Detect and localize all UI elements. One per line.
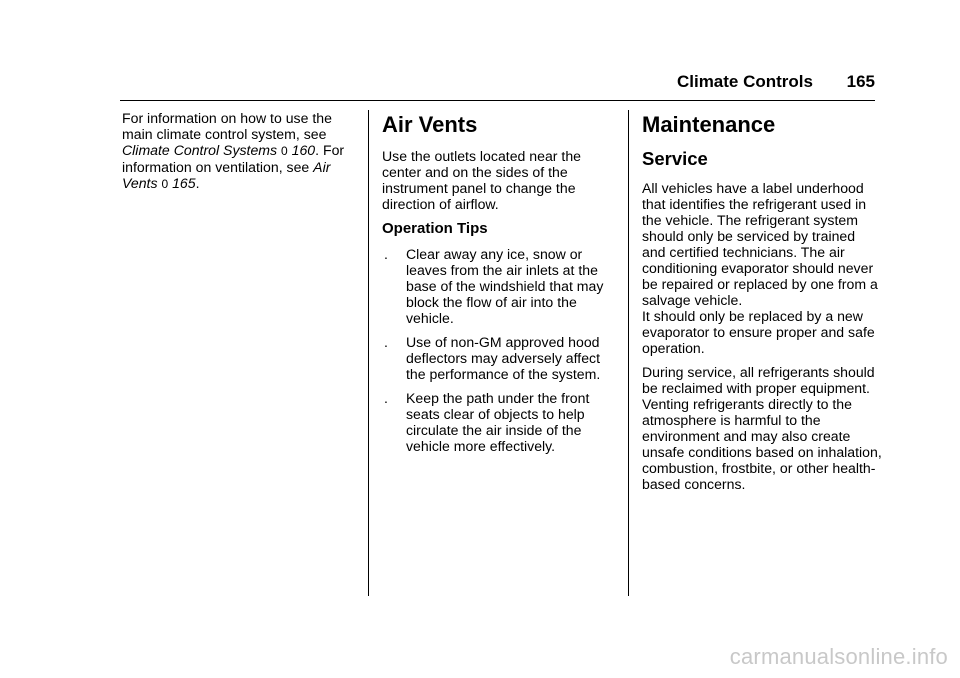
cross-ref-page[interactable]: 165	[172, 175, 196, 191]
column-middle	[382, 110, 612, 462]
intro-paragraph: For information on how to use the main climate control system, see Climate Control Systems 0 160. For information on ventilation, see Air Vents 0 165.	[122, 110, 345, 191]
list-item: . Use of non-GM approved hood deflectors may adversely affect the performance of the system.	[384, 334, 601, 382]
heading-service: Service	[642, 148, 708, 169]
cross-ref-page[interactable]: 160	[291, 142, 316, 158]
section-title: Climate Controls	[676, 72, 813, 91]
page-ref-arrow-icon: 0	[281, 144, 288, 158]
cross-ref-air-vents[interactable]: Air Vents	[122, 159, 331, 191]
column-divider-right	[628, 110, 629, 596]
cross-ref-climate-control-systems[interactable]: Climate Control Systems	[122, 142, 278, 158]
page-header	[120, 70, 875, 101]
service-paragraph-1b: It should only be replaced by a new evaporator to ensure proper and safe operation.	[642, 308, 875, 356]
column-left	[122, 110, 362, 200]
watermark: carmanualsonline.info	[729, 644, 948, 669]
air-vents-paragraph: Use the outlets located near the center and on the sides of the instrument panel to change the direction of airflow.	[382, 148, 582, 212]
heading-air-vents: Air Vents	[382, 112, 478, 137]
page-ref-arrow-icon: 0	[161, 177, 169, 191]
list-item: . Clear away any ice, snow or leaves from the air inlets at the base of the windshield that may block the flow of air into the vehicle.	[384, 246, 604, 326]
operation-tips-list	[382, 246, 612, 454]
column-divider-left	[368, 110, 369, 596]
heading-maintenance: Maintenance	[642, 112, 776, 137]
bullet-marker: .	[384, 246, 388, 262]
heading-operation-tips: Operation Tips	[382, 220, 488, 237]
service-paragraph-2: During service, all refrigerants should be reclaimed with proper equipment. Venting refrigerants directly to the atmosphere is harmful to the environment and may also create unsafe conditions based on inhalation, combustion, frostbite, or other health-based concerns.	[642, 364, 882, 492]
service-paragraph-1: All vehicles have a label underhood that identifies the refrigerant used in the vehicle. The refrigerant system should only be serviced by trained and certified technicians. The air conditioning evaporator should never be repaired or replaced by one from a salvage vehicle.	[642, 180, 878, 308]
bullet-marker: .	[384, 390, 388, 406]
page-number: 165	[846, 72, 875, 91]
list-item: . Keep the path under the front seats clear of objects to help circulate the air inside of the vehicle more effectively.	[384, 390, 590, 454]
column-right	[642, 110, 882, 500]
bullet-marker: .	[384, 334, 388, 350]
